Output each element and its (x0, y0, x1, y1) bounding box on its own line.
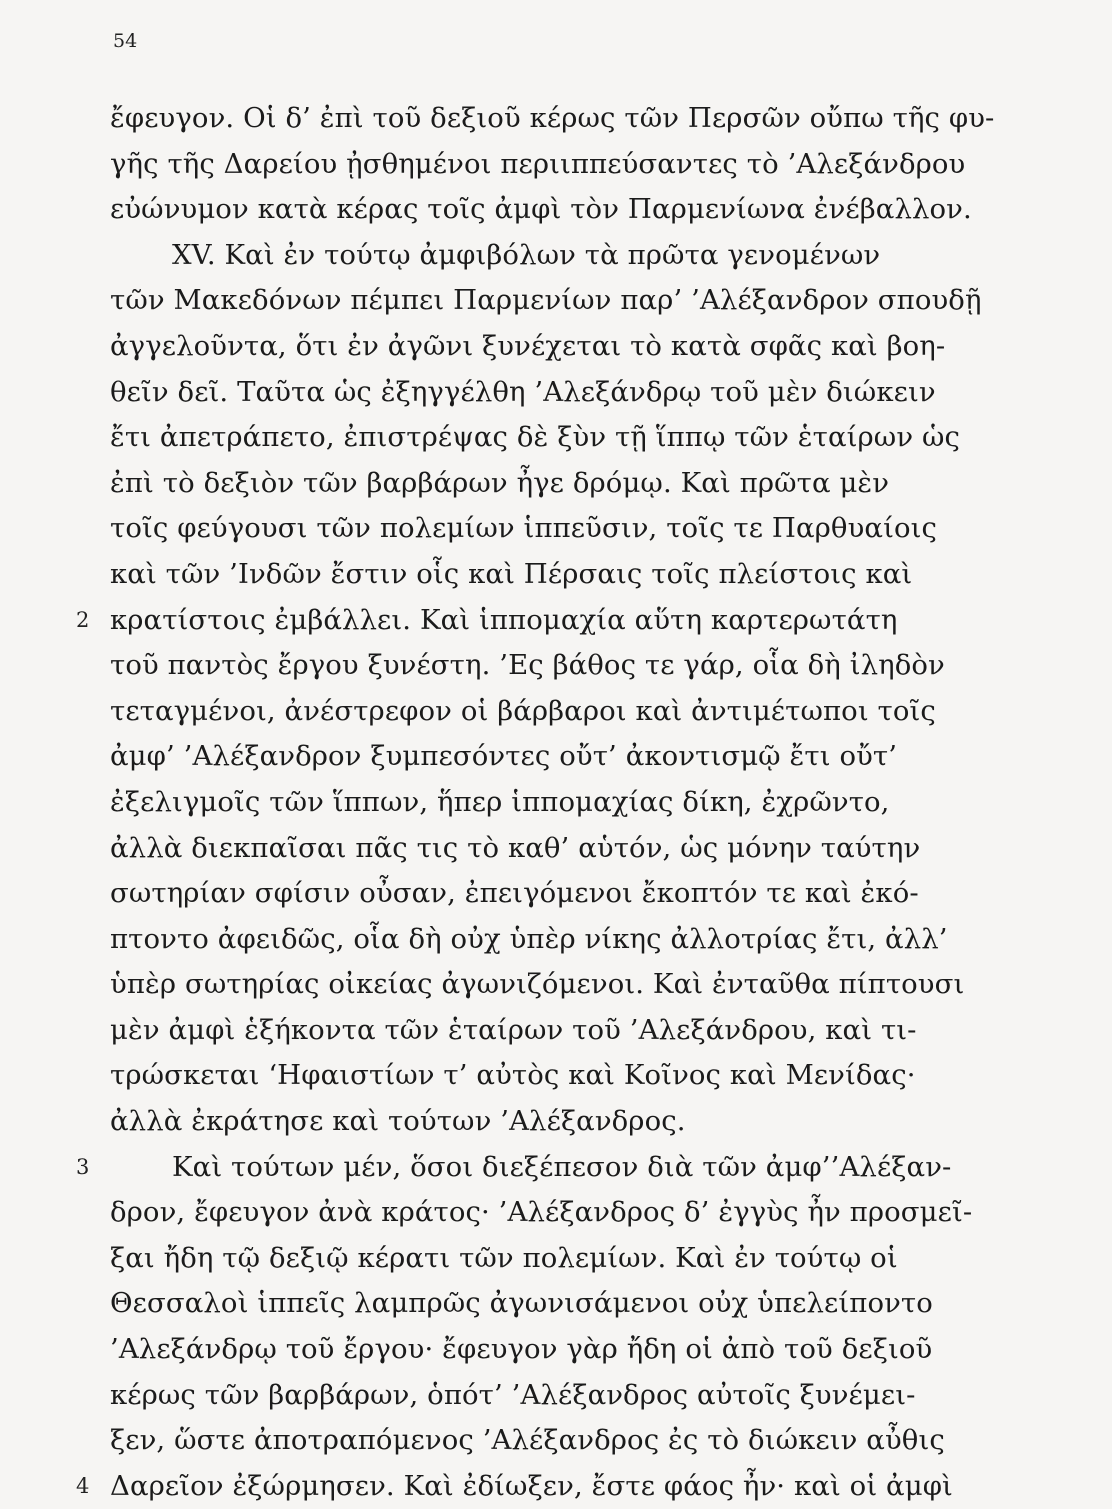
text-line (110, 962, 1040, 1008)
text-line (110, 826, 1040, 872)
line-text: ἔφευγον. Οἱ δ’ ἐπὶ τοῦ δεξιοῦ κέρως τῶν Περσῶν οὔπω τῆς φυ- (110, 102, 995, 134)
text-line (110, 187, 1040, 233)
text-line (110, 324, 1040, 370)
page-number: 54 (113, 30, 138, 52)
line-text: δρον, ἔφευγον ἀνὰ κράτος· ’Αλέξανδρος δ’ ἐγγὺς ἦν προσμεῖ- (110, 1196, 973, 1229)
text-line (110, 734, 1040, 780)
line-text: μὲν ἀμφὶ ἑξήκοντα τῶν ἑταίρων τοῦ ’Αλεξάνδρου, καὶ τι- (110, 1013, 917, 1046)
line-text: τοῦ παντὸς ἔργου ξυνέστη. ’Ες βάθος τε γάρ, οἷα δὴ ἰληδὸν (110, 649, 945, 682)
line-text: τρώσκεται ‘Ηφαιστίων τ’ αὐτὸς καὶ Κοῖνος καὶ Μενίδας· (110, 1059, 916, 1092)
text-body (76, 96, 1040, 1509)
text-line (110, 506, 1040, 552)
line-text: σωτηρίαν σφίσιν οὖσαν, ἐπειγόμενοι ἔκοπτόν τε καὶ ἐκό- (110, 877, 919, 910)
text-line (110, 1053, 1040, 1099)
text-line (110, 461, 1040, 507)
line-text: ἐξελιγμοῖς τῶν ἵππων, ἥπερ ἱππομαχίας δίκη, ἐχρῶντο, (110, 785, 890, 818)
line-text: καὶ τῶν ’Ινδῶν ἔστιν οἷς καὶ Πέρσαις τοῖς πλείστοις καὶ (110, 557, 913, 590)
line-text: ἔτι ἀπετράπετο, ἐπιστρέψας δὲ ξὺν τῇ ἵππῳ τῶν ἑταίρων ὡς (110, 421, 961, 454)
line-text: ξαι ἤδη τῷ δεξιῷ κέρατι τῶν πολεμίων. Καὶ ἐν τούτῳ οἱ (110, 1241, 898, 1274)
text-line (110, 780, 1040, 826)
text-line (110, 643, 1040, 689)
text-line (110, 96, 1040, 142)
text-line (76, 598, 1040, 644)
text-line (110, 1190, 1040, 1236)
section-margin-number: 2 (76, 607, 90, 632)
text-line (76, 1464, 1040, 1509)
text-line (110, 1008, 1040, 1054)
text-line (110, 1281, 1040, 1327)
line-text: θεῖν δεῖ. Ταῦτα ὡς ἐξηγγέλθη ’Αλεξάνδρῳ τοῦ μὲν διώκειν (110, 375, 936, 408)
line-text: κέρως τῶν βαρβάρων, ὁπότ’ ’Αλέξανδρος αὐτοῖς ξυνέμει- (110, 1378, 916, 1411)
line-text: πτοντο ἀφειδῶς, οἷα δὴ οὐχ ὑπὲρ νίκης ἀλλοτρίας ἔτι, ἀλλ’ (110, 922, 948, 955)
text-line (110, 233, 1040, 279)
line-text: XV. Καὶ ἐν τούτῳ ἀμφιβόλων τὰ πρῶτα γενομένων (172, 238, 881, 271)
line-text: ὑπὲρ σωτηρίας οἰκείας ἀγωνιζόμενοι. Καὶ ἐνταῦθα πίπτουσι (110, 968, 965, 1001)
text-line (110, 1327, 1040, 1373)
text-line (110, 1418, 1040, 1464)
section-margin-number: 4 (76, 1473, 90, 1498)
line-text: γῆς τῆς Δαρείου ᾐσθημένοι περιιππεύσαντες τὸ ’Αλεξάνδρου (110, 147, 966, 180)
line-text: τεταγμένοι, ἀνέστρεφον οἱ βάρβαροι καὶ ἀντιμέτωποι τοῖς (110, 694, 936, 727)
line-text: ἀγγελοῦντα, ὅτι ἐν ἀγῶνι ξυνέχεται τὸ κατὰ σφᾶς καὶ βοη- (110, 329, 946, 362)
text-line (110, 689, 1040, 735)
line-text: Θεσσαλοὶ ἱππεῖς λαμπρῶς ἀγωνισάμενοι οὐχ ὑπελείποντο (110, 1287, 933, 1320)
text-line (110, 1236, 1040, 1282)
line-text: τῶν Μακεδόνων πέμπει Παρμενίων παρ’ ’Αλέξανδρον σπουδῇ (110, 284, 982, 317)
text-line (110, 871, 1040, 917)
section-margin-number: 3 (76, 1154, 90, 1179)
text-line (110, 370, 1040, 416)
line-text: τοῖς φεύγουσι τῶν πολεμίων ἱππεῦσιν, τοῖς τε Παρθυαίοις (110, 512, 937, 545)
line-text: ’Αλεξάνδρῳ τοῦ ἔργου· ἔφευγον γὰρ ἤδη οἱ ἀπὸ τοῦ δεξιοῦ (110, 1333, 933, 1366)
text-line (110, 1099, 1040, 1145)
line-text: ξεν, ὥστε ἀποτραπόμενος ’Αλέξανδρος ἐς τὸ διώκειν αὖθις (110, 1424, 945, 1457)
line-text: Καὶ τούτων μέν, ὅσοι διεξέπεσον διὰ τῶν ἀμφ’’Αλέξαν- (172, 1150, 952, 1183)
text-line (110, 142, 1040, 188)
line-text: ἀμφ’ ’Αλέξανδρον ξυμπεσόντες οὔτ’ ἀκοντισμῷ ἔτι οὔτ’ (110, 740, 898, 773)
line-text: ἐπὶ τὸ δεξιὸν τῶν βαρβάρων ἦγε δρόμῳ. Καὶ πρῶτα μὲν (110, 466, 890, 499)
line-text: ἀλλὰ ἐκράτησε καὶ τούτων ’Αλέξανδρος. (110, 1105, 686, 1138)
line-text: εὐώνυμον κατὰ κέρας τοῖς ἀμφὶ τὸν Παρμενίωνα ἐνέβαλλον. (110, 193, 972, 226)
line-text: Δαρεῖον ἐξώρμησεν. Καὶ ἐδίωξεν, ἔστε φάος ἦν· καὶ οἱ ἀμφὶ (110, 1469, 953, 1502)
line-text: ἀλλὰ διεκπαῖσαι πᾶς τις τὸ καθ’ αὑτόν, ὡς μόνην ταύτην (110, 831, 921, 864)
text-line (110, 552, 1040, 598)
text-line (110, 1373, 1040, 1419)
line-text: κρατίστοις ἐμβάλλει. Καὶ ἱππομαχία αὕτη καρτερωτάτη (110, 603, 898, 636)
text-line (110, 415, 1040, 461)
text-line (110, 917, 1040, 963)
text-line (76, 1145, 1040, 1191)
text-line (110, 278, 1040, 324)
